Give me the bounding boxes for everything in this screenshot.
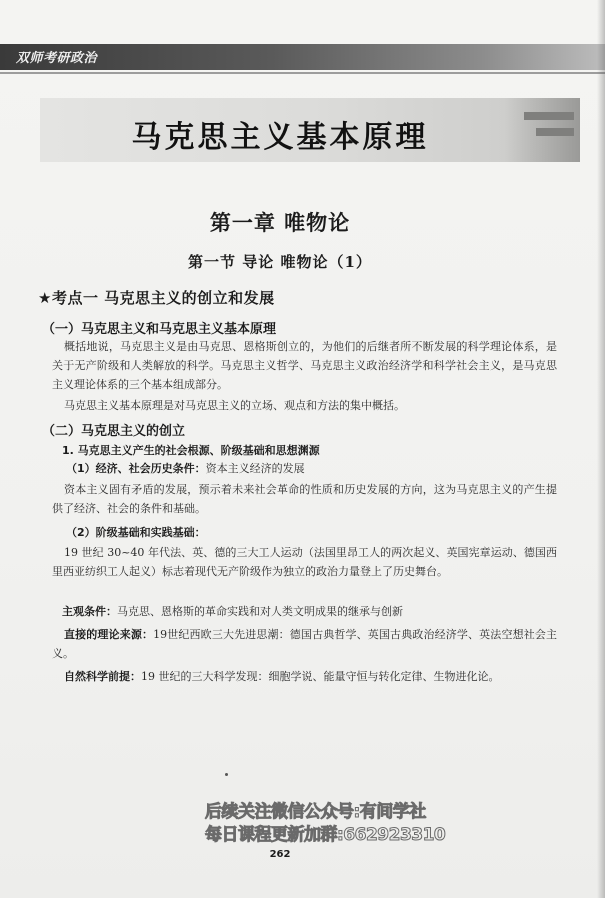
main-condition <box>62 602 557 621</box>
scan-edge-shadow <box>597 0 605 898</box>
paragraph-basic-principles: 马克思主义基本原理是对马克思主义的立场、观点和方法的集中概括。 <box>64 399 405 412</box>
theory-source-text: 19世纪西欧三大先进思潮：德国古典哲学、英国古典政治经济学、英法空想社会主义。 <box>52 628 558 660</box>
watermark-line-2: 每日课程更新加群:662923310 <box>205 825 446 845</box>
main-condition-text: 马克思、恩格斯的革命实践和对人类文明成果的继承与创新 <box>117 605 403 618</box>
chapter-title: 第一章 唯物论 <box>209 210 351 235</box>
theory-source <box>52 625 557 663</box>
science-premise <box>52 667 557 686</box>
series-title: 双师考研政治 <box>16 51 98 66</box>
main-title: 马克思主义基本原理 <box>131 120 429 155</box>
header-rule <box>0 72 605 74</box>
page-number: 262 <box>269 849 291 860</box>
scan-speck <box>225 773 228 776</box>
condition-class-heading: （2）阶级基础和实践基础： <box>66 526 206 539</box>
watermark-line-1: 后续关注微信公众号:有间学社 <box>205 802 426 822</box>
condition-economic-label: （1）经济、社会历史条件： <box>66 462 206 475</box>
subsection-heading-2: （二）马克思主义的创立 <box>42 424 186 439</box>
section-title: 第一节 导论 唯物论（1） <box>188 253 372 271</box>
science-premise-label: 自然科学前提： <box>64 670 141 683</box>
condition-economic-text: 资本主义经济的发展 <box>205 462 305 475</box>
science-premise-text: 19 世纪的三大科学发现：细胞学说、能量守恒与转化定律、生物进化论。 <box>141 670 500 683</box>
paragraph-capitalism: 资本主义固有矛盾的发展，预示着未来社会革命的性质和历史发展的方向，这为马克思主义的产生提供了经济、社会的条件和基础。 <box>52 483 557 515</box>
main-condition-label: 主观条件： <box>62 605 117 618</box>
subsection-heading-1: （一）马克思主义和马克思主义基本原理 <box>42 322 277 337</box>
theory-source-label: 直接的理论来源： <box>64 628 154 641</box>
condition-economic <box>66 459 546 478</box>
key-point-title: ★考点一 马克思主义的创立和发展 <box>38 289 275 307</box>
paragraph-marxism-definition: 概括地说，马克思主义是由马克思、恩格斯创立的，为他们的后继者所不断发展的科学理论体系，是关于无产阶级和人类解放的科学。马克思主义哲学、马克思主义政治经济学和科学社会主义，是马克思主义理论体系的三个基本组成部分。 <box>52 340 557 391</box>
paragraph-workers-movements: 19 世纪 30~40 年代法、英、德的三大工人运动（法国里昂工人的两次起义、英国宪章运动、德国西里西亚纺织工人起义）标志着现代无产阶级作为独立的政治力量登上了历史舞台。 <box>52 546 557 578</box>
item-heading-1: 1. 马克思主义产生的社会根源、阶级基础和思想渊源 <box>62 444 320 457</box>
